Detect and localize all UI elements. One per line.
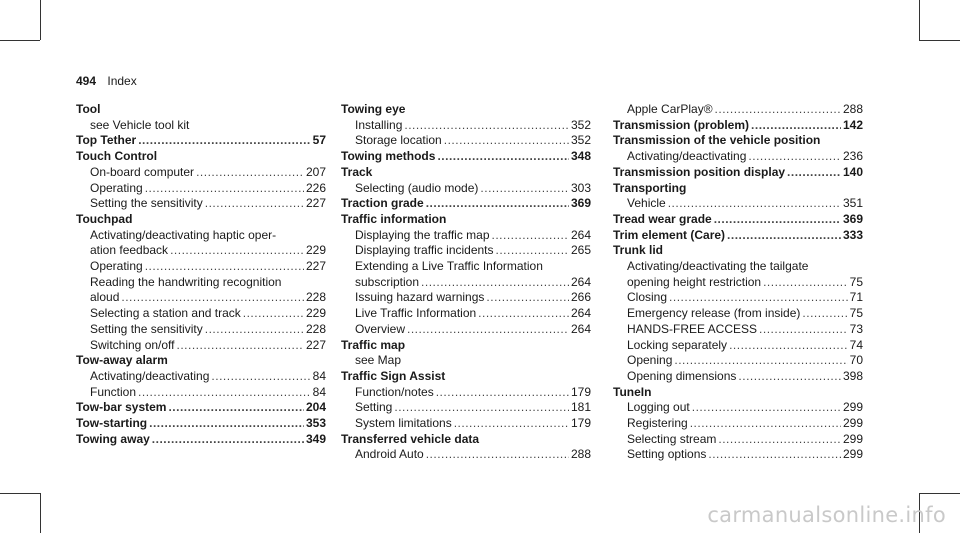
page-reference: 264 [570,227,591,242]
page-reference: 227 [305,259,326,274]
index-column-3 [613,102,863,463]
index-subentry[interactable] [341,416,591,432]
index-subentry[interactable] [76,322,326,338]
index-subentry[interactable] [341,306,591,322]
index-subentry[interactable] [613,290,863,306]
crop-mark [40,493,41,533]
leader-dots [407,322,569,338]
index-heading: Track [341,164,373,179]
leader-dots [492,228,569,244]
page-reference: 84 [312,384,326,399]
entry-label: Tow-starting [76,416,148,431]
index-subentry[interactable] [341,385,591,401]
index-heading: TuneIn [613,384,652,399]
page-reference: 207 [305,164,326,179]
entry-label: Tow-bar system [76,400,167,415]
crop-mark [0,40,40,41]
page-reference: 229 [305,243,326,258]
page-reference: 228 [305,290,326,305]
leader-dots [149,416,304,432]
leader-dots [486,290,569,306]
page-reference: 71 [849,290,863,305]
index-subentry[interactable] [76,259,326,275]
crop-mark [919,493,960,494]
entry-label: Logging out [627,400,690,415]
entry-label: Android Auto [355,447,424,462]
index-heading[interactable] [76,400,326,416]
index-subentry[interactable] [341,447,591,463]
entry-label: Setting options [627,447,707,462]
page-reference: 75 [849,306,863,321]
page-reference: 266 [570,290,591,305]
index-subentry[interactable] [613,400,863,416]
page-reference: 70 [849,353,863,368]
index-heading: Tow-away alarm [76,353,168,368]
page-reference: 142 [842,117,863,132]
leader-dots [152,432,304,448]
page-reference: 227 [305,337,326,352]
entry-label: Transmission position display [613,164,786,179]
leader-dots [738,369,841,385]
leader-dots [480,181,569,197]
index-subentry[interactable] [341,228,591,244]
page-header [76,74,137,88]
index-subentry[interactable] [76,385,326,401]
index-subentry[interactable] [341,118,591,134]
page-reference: 288 [842,102,863,116]
index-heading: Transferred vehicle data [341,431,480,446]
entry-label: Vehicle [627,196,666,211]
index-subentry: Extending a Live Traffic Information [355,259,543,274]
leader-dots [692,400,841,416]
entry-label: HANDS-FREE ACCESS [627,321,758,336]
leader-dots [454,416,569,432]
index-subentry[interactable] [76,181,326,197]
index-subentry: see Map [355,353,402,368]
page-reference: 264 [570,321,591,336]
index-heading[interactable] [613,228,863,244]
page-reference: 84 [312,368,326,383]
leader-dots [727,228,841,244]
leader-dots [205,322,304,338]
index-subentry[interactable] [341,181,591,197]
index-subentry[interactable] [613,338,863,354]
entry-label: Selecting stream [627,431,717,446]
entry-label: Setting [355,400,393,415]
entry-label: Setting the sensitivity [90,196,203,211]
leader-dots [478,306,569,322]
leader-dots [690,416,841,432]
leader-dots [668,196,841,212]
leader-dots [436,385,569,401]
page-reference: 288 [570,447,591,462]
entry-label: Towing methods [341,149,436,164]
entry-label: Displaying traffic incidents [355,243,494,258]
index-column-1 [76,102,326,447]
page-reference: 299 [842,400,863,415]
index-subentry[interactable] [613,102,863,118]
entry-label: Top Tether [76,133,137,148]
entry-label: Selecting (audio mode) [355,180,479,195]
page-reference: 57 [312,133,326,148]
leader-dots [748,149,841,165]
index-subentry[interactable] [613,369,863,385]
page-reference: 265 [570,243,591,258]
entry-label: Tread wear grade [613,211,712,226]
index-heading[interactable] [613,212,863,228]
index-subentry[interactable] [341,133,591,149]
leader-dots [437,149,569,165]
page-reference: 75 [849,274,863,289]
page-number: 494 [76,74,97,88]
leader-dots [496,243,569,259]
index-heading[interactable] [76,432,326,448]
leader-dots [708,447,841,463]
entry-label: aloud [90,290,120,305]
leader-dots [718,432,841,448]
index-subentry[interactable] [76,290,326,306]
leader-dots [714,212,841,228]
crop-mark [0,493,40,494]
index-heading: Traffic Sign Assist [341,368,446,383]
index-column-2 [341,102,591,463]
entry-label: Live Traffic Information [355,306,477,321]
leader-dots [759,322,848,338]
leader-dots [751,118,841,134]
index-subentry[interactable] [341,400,591,416]
index-subentry[interactable] [341,290,591,306]
leader-dots [802,306,847,322]
index-heading: Traffic map [341,337,406,352]
page-title: Index [107,74,137,88]
entry-label: Activating/deactivating [627,149,747,164]
entry-label: Registering [627,416,688,431]
page-reference: 227 [305,196,326,211]
index-subentry[interactable] [613,447,863,463]
entry-label: Towing away [76,431,150,446]
entry-label: Storage location [355,133,442,148]
index-heading[interactable] [341,149,591,165]
entry-label: Switching on/off [90,337,175,352]
leader-dots [787,165,841,181]
index-heading: Traffic information [341,211,447,226]
index-subentry[interactable] [613,416,863,432]
entry-label: Overview [355,321,406,336]
index-subentry[interactable] [613,275,863,291]
leader-dots [145,259,304,275]
page-reference: 179 [570,384,591,399]
entry-label: Setting the sensitivity [90,321,203,336]
index-subentry[interactable] [341,243,591,259]
crop-mark [40,0,41,40]
entry-label: subscription [355,274,420,289]
index-heading[interactable] [76,416,326,432]
crop-mark [919,40,960,41]
page-reference: 348 [570,149,591,164]
index-subentry[interactable] [341,275,591,291]
index-subentry: Activating/deactivating haptic oper- [90,227,277,242]
page-reference: 299 [842,431,863,446]
index-heading[interactable] [613,118,863,134]
entry-label: opening height restriction [627,274,762,289]
entry-label: Closing [627,290,668,305]
index-subentry[interactable] [613,432,863,448]
leader-dots [763,275,848,291]
entry-label: Opening [627,353,673,368]
page-reference: 369 [842,211,863,226]
index-subentry[interactable] [76,243,326,259]
page-reference: 204 [305,400,326,415]
index-heading[interactable] [613,165,863,181]
page-reference: 228 [305,321,326,336]
crop-mark [919,0,920,40]
entry-label: Function/notes [355,384,434,399]
watermark: carmanualsonline.info [707,503,946,527]
page-reference: 398 [842,368,863,383]
leader-dots [211,369,310,385]
leader-dots [170,243,304,259]
page-reference: 226 [305,180,326,195]
entry-label: Traction grade [341,196,424,211]
leader-dots [177,338,304,354]
index-subentry: Reading the handwriting recognition [90,274,282,289]
entry-label: Operating [90,180,143,195]
index-subentry[interactable] [341,322,591,338]
entry-label: On-board computer [90,164,195,179]
page-reference: 229 [305,306,326,321]
page-reference: 299 [842,416,863,431]
entry-label: Opening dimensions [627,368,737,383]
index-heading: Towing eye [341,102,406,116]
entry-label: Installing [355,117,403,132]
index-subentry[interactable] [613,353,863,369]
entry-label: Displaying the traffic map [355,227,490,242]
page-reference: 303 [570,180,591,195]
page-reference: 73 [849,321,863,336]
index-subentry[interactable] [76,306,326,322]
entry-label: Activating/deactivating [90,368,210,383]
leader-dots [394,400,569,416]
page-reference: 333 [842,227,863,242]
leader-dots [121,290,304,306]
index-subentry[interactable] [76,196,326,212]
index-heading: Touch Control [76,149,158,164]
index-subentry[interactable] [76,369,326,385]
page-reference: 353 [305,416,326,431]
page-reference: 181 [570,400,591,415]
index-subentry[interactable] [76,165,326,181]
entry-label: System limitations [355,416,452,431]
index-subentry[interactable] [613,149,863,165]
index-heading: Trunk lid [613,243,664,258]
index-subentry: Activating/deactivating the tailgate [627,259,809,274]
index-heading[interactable] [341,196,591,212]
index-heading: Transmission of the vehicle position [613,133,821,148]
entry-label: Operating [90,259,143,274]
index-subentry[interactable] [613,196,863,212]
index-subentry: see Vehicle tool kit [90,117,190,132]
index-subentry[interactable] [613,322,863,338]
leader-dots [196,165,304,181]
entry-label: Transmission (problem) [613,117,750,132]
page-reference: 74 [849,337,863,352]
entry-label: Apple CarPlay® [627,102,713,116]
page-reference: 369 [570,196,591,211]
index-heading: Transporting [613,180,687,195]
leader-dots [674,353,847,369]
leader-dots [205,196,304,212]
leader-dots [715,102,841,118]
page-reference: 236 [842,149,863,164]
index-heading: Touchpad [76,211,133,226]
leader-dots [426,447,569,463]
entry-label: ation feedback [90,243,169,258]
leader-dots [168,400,304,416]
page-reference: 179 [570,416,591,431]
page-reference: 140 [842,164,863,179]
leader-dots [138,385,311,401]
index-subentry[interactable] [613,306,863,322]
page-reference: 264 [570,274,591,289]
page-reference: 352 [570,133,591,148]
index-heading: Tool [76,102,101,116]
page-reference: 351 [842,196,863,211]
leader-dots [138,133,310,149]
entry-label: Locking separately [627,337,728,352]
index-heading[interactable] [76,133,326,149]
leader-dots [145,181,304,197]
entry-label: Function [90,384,137,399]
leader-dots [669,290,848,306]
leader-dots [404,118,569,134]
leader-dots [243,306,304,322]
index-subentry[interactable] [76,338,326,354]
page-reference: 349 [305,431,326,446]
leader-dots [421,275,569,291]
leader-dots [729,338,848,354]
entry-label: Trim element (Care) [613,227,726,242]
entry-label: Issuing hazard warnings [355,290,485,305]
entry-label: Selecting a station and track [90,306,241,321]
page-reference: 299 [842,447,863,462]
leader-dots [444,133,569,149]
page-reference: 352 [570,117,591,132]
leader-dots [426,196,569,212]
entry-label: Emergency release (from inside) [627,306,801,321]
page-reference: 264 [570,306,591,321]
